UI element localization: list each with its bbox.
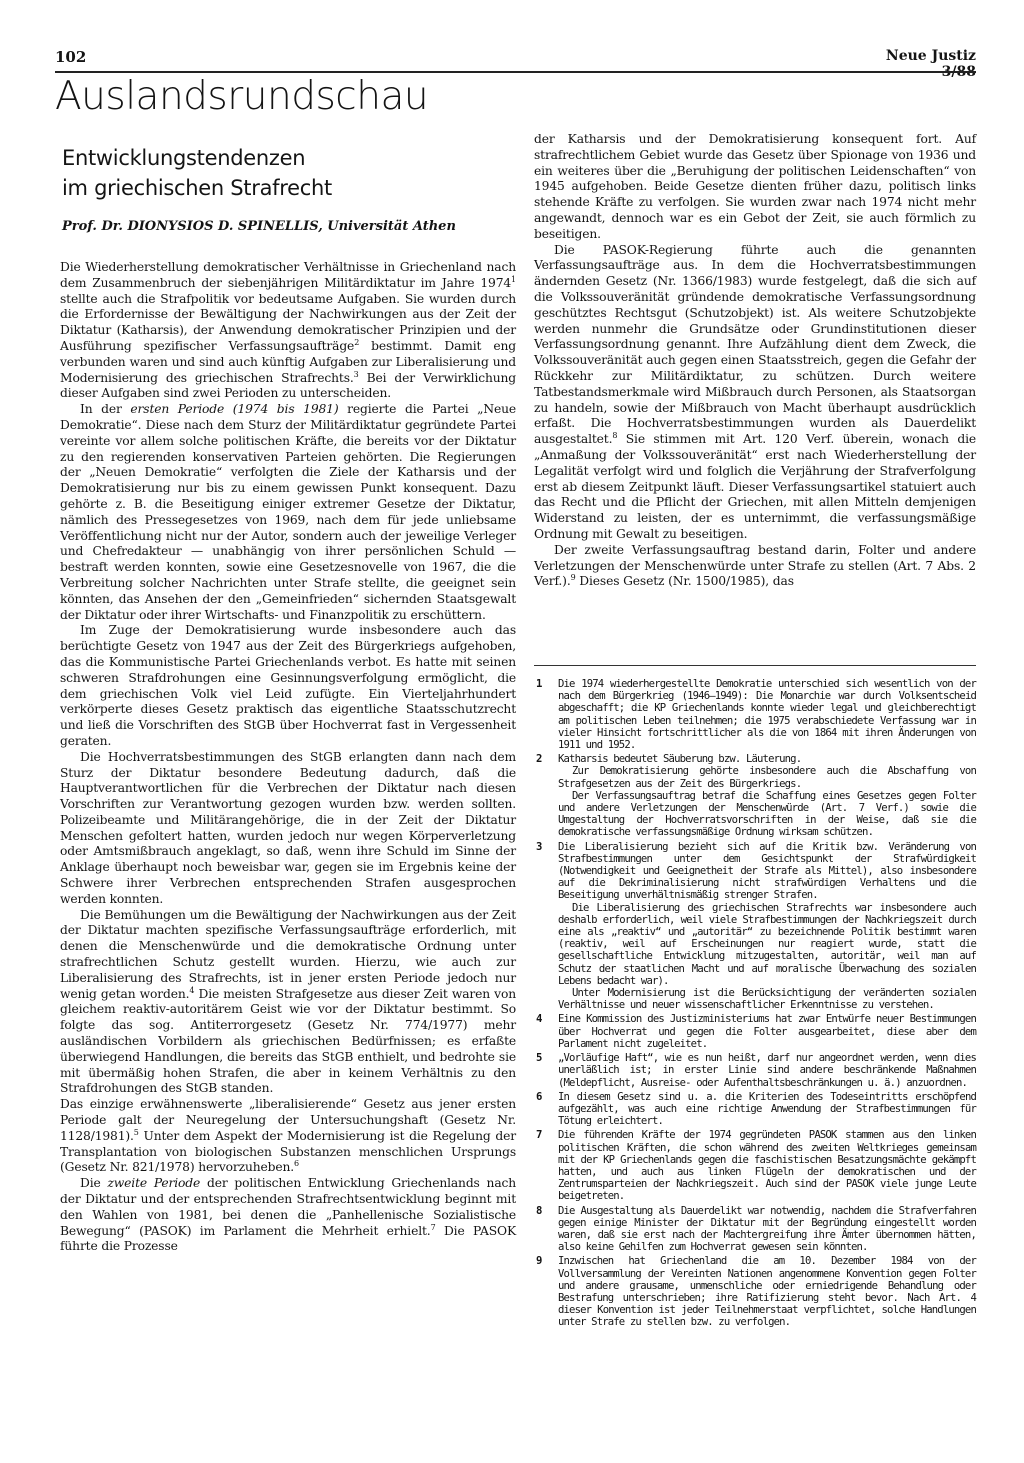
body-column-right bbox=[534, 132, 976, 590]
paragraph: In der ersten Periode (1974 bis 1981) regierte die Partei „Neue Demokratie“. Diese nach dem Sturz der Militärdiktatur gegründete Partei vereinte vor allem solche politischen Kräfte, die bereits vor der Diktatur zu den regierenden konservativen Parteien gehörten. Die Regierungen der „Neuen Demokratie“ verfolgten die Ziele der Katharsis und der Demokratisierung nur bis zu einem gewissen Punkt konsequent. Dazu gehörte z. B. die Beseitigung einiger extremer Gesetze der Diktatur, nämlich des Pressegesetzes von 1969, nach dem für jede unliebsame Veröffentlichung nicht nur der Autor, sondern auch der jeweilige Verleger und Chefredakteur — unabhängig von ihrer persönlichen Schuld — bestraft werden konnten, sowie eine Gesetzesnovelle von 1967, die die Verbreitung solcher Nachrichten unter Strafe stellte, die geeignet sein könnten, das Ansehen der den „Gemeinfrieden“ sichernden Staatsgewalt der Diktatur oder ihrer Wirtschafts- und Finanzpolitik zu erschüttern. bbox=[60, 402, 517, 622]
emphasis: zweite Periode bbox=[107, 1176, 201, 1191]
footnote-8: 8 Die Ausgestaltung als Dauerdelikt war notwendig, nachdem die Strafverfahren gegen einige Minister der Diktatur mit der Begründung eingestellt worden waren, daß sie erst nach der Machtergreifung ihre Ämter übernommen hätten, also keine Gehilfen zum Hochverrat gewesen sein könnten. bbox=[536, 1204, 976, 1254]
footnote-number: 9 bbox=[536, 1255, 542, 1268]
footnote-number: 8 bbox=[536, 1204, 542, 1217]
section-title: Auslandsrundschau bbox=[55, 74, 429, 119]
paragraph: Die zweite Periode der politischen Entwicklung Griechenlands nach der Diktatur und der entsprechenden Strafrechtsentwicklung beginnt mit den Wahlen von 1981, bei denen die „Panhellenische Sozialistische Bewegung“ (PASOK) im Parlament die Mehrheit erhielt.$^7$ Die PASOK führte die Prozesse bbox=[60, 1176, 517, 1254]
article-title-line-2: im griechischen Strafrecht bbox=[62, 176, 332, 200]
footnote-rule bbox=[534, 665, 976, 666]
footnote-9: 9 Inzwischen hat Griechenland die am 10. Dezember 1984 von der Vollversammlung der Vereinten Nationen angenommene Konvention gegen Folter und andere grausame, unmenschliche oder erniedrigende Behandlung oder Bestrafung unterschrieben; ihre Ratifizierung steht bevor. Nach Art. 4 dieser Konvention ist jeder Teilnehmerstaat verpflichtet, solche Handlungen unter Strafe zu stellen bzw. zu verfolgen. bbox=[536, 1255, 976, 1329]
paragraph: Das einzige erwähnenswerte „liberalisierende“ Gesetz aus jener ersten Periode galt der Neuregelung der Untersuchungshaft (Gesetz Nr. 1128/1981).$^5$ Unter dem Aspekt der Modernisierung ist die Regelung der Transplantation von biologischen Substanzen menschlichen Ursprungs (Gesetz Nr. 821/1978) hervorzuheben.$^6$ bbox=[60, 1097, 516, 1175]
page-number: 102 bbox=[55, 48, 87, 66]
footnote-ref: 3 bbox=[353, 369, 359, 379]
footnote-number: 2 bbox=[536, 753, 542, 766]
article-author: Prof. Dr. DIONYSIOS D. SPINELLIS, Universität Athen bbox=[62, 219, 456, 234]
footnote-number: 1 bbox=[536, 678, 542, 690]
footnote-ref: 7 bbox=[430, 1222, 436, 1232]
footnote-7: 7 Die führenden Kräfte der 1974 gegründeten PASOK stammen aus den linken politischen Kräften, die schon während des zweiten Weltkrieges gemeinsam mit der KP Griechenlands gegen die faschistischen Besatzungsmächte gekämpft hatten, und auch aus linken Flügeln der demokratischen und der Zentrumsparteien der Nachkriegszeit. Auch sind der PASOK viele junge Leute beigetreten. bbox=[536, 1129, 976, 1203]
paragraph: Im Zuge der Demokratisierung wurde insbesondere auch das berüchtigte Gesetz von 1947 aus der Zeit des Bürgerkriegs aufgehoben, das die Kommunistische Partei Griechenlands verbot. Es hatte mit seinen schweren Strafdrohungen eine Gesinnungsverfolgung ermöglicht, die dem griechischen Volk viel Leid zufügte. Ein Vierteljahrhundert verkörperte dieses Gesetz praktisch das eigentliche Staatsschutzrecht und ließ die Vorschriften des StGB über Hochverrat fast in Vergessenheit geraten. bbox=[60, 623, 516, 748]
footnote-ref: 6 bbox=[294, 1159, 299, 1169]
paragraph: Die Hochverratsbestimmungen des StGB erlangten dann nach dem Sturz der Diktatur besondere Bedeutung dadurch, daß die Hauptverantwortlichen für die Verbrechen der Diktatur nach diesen Vorschriften zur Verantwortung gezogen wurden bzw. werden sollten. Polizeibeamte und Militärangehörige, die in der Zeit der Diktatur Menschen gefoltert hatten, wurden jedoch nur wegen Körperverletzung oder Amtsmißbrauch angeklagt, so daß, wenn ihre Schuld im Sinne der Anklage überhaupt noch beweisbar war, gegen sie im Ergebnis keine der Schwere ihrer Verbrechen entsprechenden Strafen ausgesprochen werden konnten. bbox=[60, 749, 516, 906]
footnote-ref: 8 bbox=[612, 431, 618, 441]
article-title bbox=[62, 143, 332, 203]
footnote-number: 4 bbox=[536, 1013, 542, 1026]
article-title-line-1: Entwicklungstendenzen bbox=[62, 146, 306, 170]
journal-issue: Neue Justiz 3/88 bbox=[885, 48, 976, 80]
paragraph: der Katharsis und der Demokratisierung konsequent fort. Auf strafrechtlichem Gebiet wurde das Gesetz über Spionage von 1936 und ein weiteres über die „Beruhigung der politischen Leidenschaften“ von 1945 aufgehoben. Beide Gesetze dienten früher dazu, politisch links stehende Kräfte zu verfolgen. Sie wurden zwar nach 1974 nicht mehr angewandt, dennoch war es ein Gebot der Zeit, sie auch förmlich zu beseitigen. bbox=[534, 132, 976, 241]
footnote-2: 2 Katharsis bedeutet Säuberung bzw. Läuterung. Zur Demokratisierung gehörte insbesondere auch die Abschaffung von Strafgesetzen aus der Zeit des Bürgerkriegs. Der Verfassungsauftrag betraf die Schaffung eines Gesetzes gegen Folter und andere Verletzungen der Menschenwürde (Art. 7 Verf.) sowie die Umgestaltung der Hochverratsvorschriften in der Weise, daß sie die demokratische verfassungsmäßige Ordnung wirksam schützen. bbox=[536, 753, 976, 839]
footnote-number: 3 bbox=[536, 840, 542, 853]
paragraph: Die PASOK-Regierung führte auch die genannten Verfassungsaufträge aus. In dem die Hochverratsbestimmungen ändernden Gesetz (Nr. 1366/1983) wurde festgelegt, daß die sich auf die Volkssouveränität gründende demokratische Verfassungsordnung geschütztes Rechtsgut (Schutzobjekt) ist. Als weitere Schutzobjekte werden nunmehr die Grundsätze oder Grundinstitutionen dieser Verfassungsordnung genannt. Ihre Aufzählung dient dem Zweck, die Volkssouveränität auch gegen einen Staatsstreich, gegen die Gefahr der Rückkehr zur Militärdiktatur, zu schützen. Durch weitere Tatbestandsmerkmale wird Mißbrauch durch Personen, als Staatsorgan zu handeln, sowie der Mißbrauch von Macht überhaupt ausdrücklich erfaßt. Die Hochverratsbestimmungen wurden als Dauerdelikt ausgestaltet.$^8$ Sie stimmen mit Art. 120 Verf. überein, wonach die „Anmaßung der Volkssouveränität“ erst nach Wiederherstellung der Legalität verfolgt wird und folglich die Verjährung der Strafverfolgung erst ab diesem Zeitpunkt läuft. Dieser Verfassungsartikel statuiert auch das Recht und die Pflicht der Griechen, mit allen Mitteln demjenigen Widerstand zu leisten, der es unternimmt, die verfassungsmäßige Ordnung mit Gewalt zu beseitigen. bbox=[534, 242, 976, 541]
footnote-ref: 1 bbox=[511, 274, 516, 284]
footnote-number: 5 bbox=[536, 1052, 542, 1065]
footnote-number: 6 bbox=[536, 1090, 542, 1103]
paragraph: Der zweite Verfassungsauftrag bestand darin, Folter und andere Verletzungen der Menschenwürde unter Strafe zu stellen (Art. 7 Abs. 2 Verf.).$^9$ Dieses Gesetz (Nr. 1500/1985), das bbox=[534, 542, 976, 589]
paragraph: Die Bemühungen um die Bewältigung der Nachwirkungen aus der Zeit der Diktatur machten spezifische Verfassungsaufträge erforderlich, mit denen die Menschenwürde und die demokratische Ordnung unter strafrechtlichen Schutz gestellt wurden. Hierzu, wie auch zur Liberalisierung des Strafrechts, ist in jener ersten Periode jedoch nur wenig getan worden.$^4$ Die meisten Strafgesetze aus dieser Zeit waren von gleichem reaktiv-autoritärem Geist wie vor der Diktatur bestimmt. So folgte das sog. Antiterrorgesetz (Gesetz Nr. 774/1977) mehr ausländischen Vorbildern als griechischen Bedürfnissen; es erfaßte überwiegend Handlungen, die bereits das StGB enthielt, und bedrohte sie mit übermäßig hohen Strafen, die aber in keinem Verhältnis zu den Strafdrohungen des StGB standen. bbox=[60, 907, 516, 1096]
footnote-4: 4 Eine Kommission des Justizministeriums hat zwar Entwürfe neuer Bestimmungen über Hochverrat und gegen die Folter ausgearbeitet, diese aber dem Parlament nicht zugeleitet. bbox=[536, 1013, 976, 1050]
footnote-ref: 4 bbox=[189, 985, 195, 995]
footnote-number: 7 bbox=[536, 1129, 542, 1142]
body-column-left bbox=[60, 260, 516, 1255]
footnotes bbox=[534, 678, 976, 1331]
footnote-3: 3 Die Liberalisierung bezieht sich auf die Kritik bzw. Veränderung von Strafbestimmungen unter dem Gesichtspunkt der Strafwürdigkeit (Notwendigkeit und Geeignetheit der Strafe als Mittel), also insbesondere auf die Dekriminalisierung nicht strafwürdigen Verhaltens und die Beseitigung unverhältnismäßig strenger Strafen. Die Liberalisierung des griechischen Strafrechts war insbesondere auch deshalb erforderlich, weil viele Strafbestimmungen der Nachkriegszeit durch eine als „reaktiv“ und „autoritär“ zu bezeichnende Politik bestimmt waren (reaktiv, weil auf Erscheinungen nur reagiert wurde, statt die gesellschaftliche Entwicklung mitzugestalten, autoritär, weil man auf Schutz der staatlichen Macht und auf moralische Überwachung des sozialen Lebens bedacht war). Unter Modernisierung ist die Berücksichtigung der veränderten sozialen Verhältnisse und neuer wissenschaftlicher Erkenntnisse zu verstehen. bbox=[536, 840, 976, 1012]
paragraph: Die Wiederherstellung demokratischer Verhältnisse in Griechenland nach dem Zusammenbruch der siebenjährigen Militärdiktatur im Jahre 1974$^1$ stellte auch die Strafpolitik vor bedeutsame Aufgaben. Sie wurden durch die Erfordernisse der Bewältigung der Nachwirkungen aus der Zeit der Diktatur (Katharsis), der Anwendung demokratischer Prinzipien und der Ausführung spezifischer Verfassungsaufträge$^2$ bestimmt. Damit eng verbunden waren und sind auch künftig Aufgaben zur Liberalisierung und Modernisierung des griechischen Strafrechts.$^3$ Bei der Verwirklichung dieser Aufgaben sind zwei Perioden zu unterscheiden. bbox=[60, 260, 517, 401]
footnote-5: 5 „Vorläufige Haft“, wie es nun heißt, darf nur angeordnet werden, wenn dies unerläßlich ist; in erster Linie sind andere beschränkende Maßnahmen (Meldepflicht, Ausreise- oder Aufenthaltsbeschränkungen u. ä.) anzuordnen. bbox=[536, 1052, 976, 1089]
footnote-ref: 5 bbox=[133, 1127, 139, 1137]
footnote-6: 6 In diesem Gesetz sind u. a. die Kriterien des Todeseintritts erschöpfend aufgezählt, was auch eine richtige Anwendung der Strafbestimmungen für Tötung erleichtert. bbox=[536, 1090, 976, 1128]
header-rule bbox=[55, 71, 976, 73]
footnote-1: 1 Die 1974 wiederhergestellte Demokratie unterschied sich wesentlich von der nach dem Bürgerkrieg (1946—1949): Die Monarchie war durch Volksentscheid abgeschafft; die KP Griechenlands konnte wieder legal und gleichberechtigt am politischen Leben teilnehmen; die 1975 verabschiedete Verfassung war in vieler Hinsicht fortschrittlicher als die von 1864 mit ihren Änderungen von 1911 und 1952. bbox=[536, 678, 976, 752]
footnote-ref: 9 bbox=[570, 573, 576, 583]
footnote-ref: 2 bbox=[354, 337, 360, 347]
emphasis: ersten Periode (1974 bis 1981) bbox=[130, 402, 339, 417]
